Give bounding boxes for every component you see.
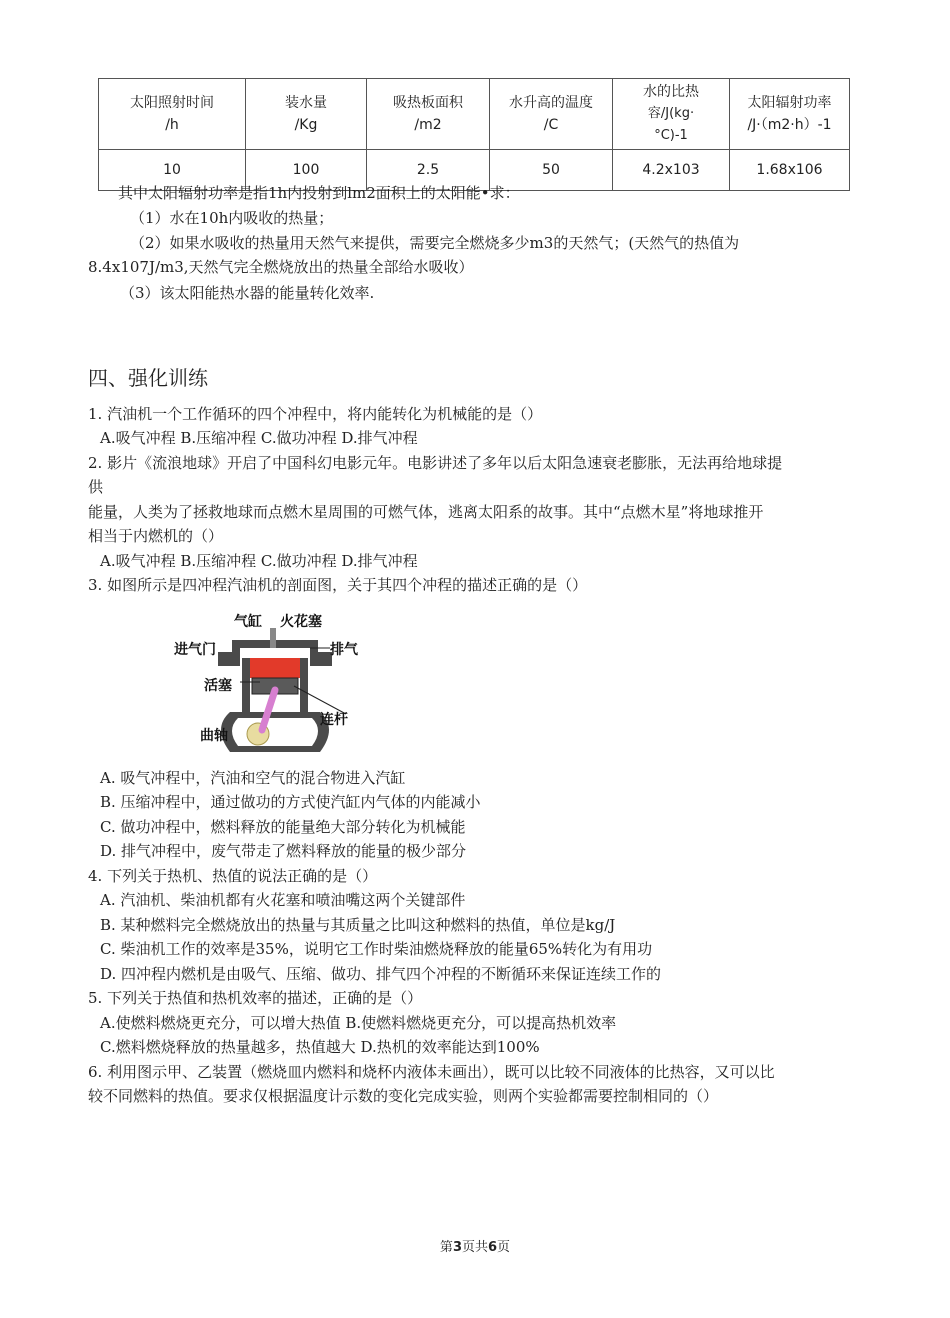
- current-page-number: 3: [452, 1240, 462, 1255]
- section-title: 四、强化训练: [88, 366, 208, 390]
- question-1-stem: 1. 汽油机一个工作循环的四个冲程中，将内能转化为机械能的是（）: [88, 405, 543, 423]
- question-2-options: A.吸气冲程 B.压缩冲程 C.做功冲程 D.排气冲程: [100, 552, 418, 570]
- question-5-options-ab: A.使燃料燃烧更充分，可以增大热值 B.使燃料燃烧更充分，可以提高热机效率: [100, 1014, 617, 1032]
- question-4-option-a: A. 汽油机、柴油机都有火花塞和喷油嘴这两个关键部件: [100, 891, 466, 909]
- header-cell: 水的比热 容/J(kg· °C)-1: [613, 79, 730, 150]
- crankcase-cavity: [232, 718, 318, 746]
- page-footer: 第3页共6页: [439, 1240, 511, 1255]
- table-cell: 100: [246, 150, 367, 191]
- table-header-row: [99, 79, 850, 150]
- header-cell: 水升高的温度 /C: [490, 79, 613, 150]
- engine-cross-section-figure: [170, 610, 370, 760]
- exhaust-port: [310, 652, 332, 666]
- label-spark-plug: 火花塞: [280, 614, 322, 630]
- intake-port: [218, 652, 240, 666]
- solar-data-table: [98, 78, 850, 191]
- question-5-options-cd: C.燃料燃烧释放的热量越多，热值越大 D.热机的效率能达到100%: [100, 1038, 540, 1056]
- table-cell: 2.5: [367, 150, 490, 191]
- question-3-option-a: A. 吸气冲程中，汽油和空气的混合物进入汽缸: [100, 769, 406, 787]
- question-6-stem: 6. 利用图示甲、乙装置（燃烧皿内燃料和烧杯内液体未画出），既可以比较不同液体的比热容，又可以比: [88, 1063, 775, 1081]
- question-3-stem: 3. 如图所示是四冲程汽油机的剖面图，关于其四个冲程的描述正确的是（）: [88, 576, 588, 594]
- header-cell: 太阳辐射功率 /J·（m2·h）-1: [730, 79, 850, 150]
- question-5-stem: 5. 下列关于热值和热机效率的描述，正确的是（）: [88, 989, 423, 1007]
- label-crankshaft: 曲轴: [200, 728, 228, 744]
- question-4-option-d: D. 四冲程内燃机是由吸气、压缩、做功、排气四个冲程的不断循环来保证连续工作的: [100, 965, 662, 983]
- problem-part-1: （1）水在10h内吸收的热量；: [130, 209, 334, 227]
- label-intake: 进气门: [174, 642, 216, 658]
- problem-part-3: （3）该太阳能热水器的能量转化效率.: [120, 284, 375, 302]
- header-cell: 吸热板面积 /m2: [367, 79, 490, 150]
- question-2-stem-cont: 供: [88, 478, 104, 496]
- question-3-option-c: C. 做功冲程中，燃料释放的能量绝大部分转化为机械能: [100, 818, 466, 836]
- table-cell: 1.68x106: [730, 150, 850, 191]
- problem-part-2-cont: 8.4x107J/m3,天然气完全燃烧放出的热量全部给水吸收）: [88, 258, 474, 276]
- total-page-count: 6: [488, 1240, 498, 1255]
- question-2-stem-cont: 能量，人类为了拯救地球而点燃木星周围的可燃气体，逃离太阳系的故事。其中“点燃木星”将地球推开: [88, 503, 764, 521]
- label-piston: 活塞: [204, 678, 232, 694]
- engine-body: [218, 628, 346, 752]
- label-exhaust: 排气: [330, 642, 358, 658]
- question-3-option-d: D. 排气冲程中，废气带走了燃料释放的能量的极少部分: [100, 842, 467, 860]
- problem-intro: 其中太阳辐射功率是指1h内投射到lm2面积上的太阳能•求：: [118, 184, 520, 202]
- label-rod: 连杆: [320, 712, 348, 728]
- table-cell: 10: [99, 150, 246, 191]
- label-cylinder: 气缸: [234, 614, 262, 630]
- problem-part-2: （2）如果水吸收的热量用天然气来提供，需要完全燃烧多少m3的天然气；(天然气的热值为: [130, 234, 740, 252]
- header-cell: 装水量 /Kg: [246, 79, 367, 150]
- question-4-option-b: B. 某种燃料完全燃烧放出的热量与其质量之比叫这种燃料的热值，单位是kg/J: [100, 916, 616, 934]
- cylinder-wall-right: [300, 658, 308, 712]
- header-cell: 太阳照射时间 /h: [99, 79, 246, 150]
- table-cell: 50: [490, 150, 613, 191]
- combustion-chamber: [250, 658, 300, 678]
- question-4-option-c: C. 柴油机工作的效率是35%，说明它工作时柴油燃烧释放的能量65%转化为有用功: [100, 940, 653, 958]
- question-2-stem: 2. 影片《流浪地球》开启了中国科幻电影元年。电影讲述了多年以后太阳急速衰老膨胀，无法再给地球提: [88, 454, 783, 472]
- question-3-option-b: B. 压缩冲程中，通过做功的方式使汽缸内气体的内能减小: [100, 793, 481, 811]
- table-cell: 4.2x103: [613, 150, 730, 191]
- question-4-stem: 4. 下列关于热机、热值的说法正确的是（）: [88, 867, 378, 885]
- question-2-stem-cont: 相当于内燃机的（）: [88, 527, 224, 545]
- question-1-options: A.吸气冲程 B.压缩冲程 C.做功冲程 D.排气冲程: [100, 429, 418, 447]
- spark-plug: [270, 628, 276, 648]
- cylinder-wall-left: [242, 658, 250, 712]
- question-6-stem-cont: 较不同燃料的热值。要求仅根据温度计示数的变化完成实验，则两个实验都需要控制相同的（）: [88, 1087, 719, 1105]
